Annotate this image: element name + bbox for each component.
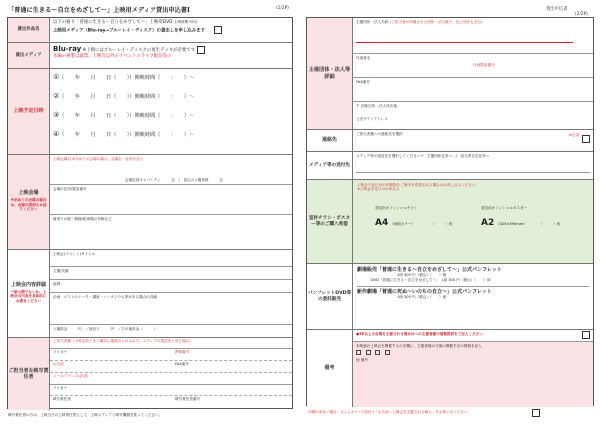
contact-header-box [50, 338, 292, 349]
option-checkbox[interactable] [375, 350, 380, 355]
projection-field[interactable] [50, 396, 292, 408]
work-cell [50, 18, 292, 42]
schedule-text: （ 年 月 日（ ））開映時間（ ： ）～ [59, 132, 195, 138]
work-label: 貸出作品名 [8, 18, 50, 42]
work-line2: 上映用メディア（Blu-ray→ブルーレイ・ディスク）の貸出しを申し込みます [53, 28, 205, 33]
contact-name-field[interactable] [50, 361, 292, 373]
flyer-name: 普及用オフィシャルチラシ [375, 206, 418, 210]
flyer-size: A4 [375, 218, 389, 228]
contact-tel-label: 携帯番号 [175, 350, 190, 354]
org-rep-field[interactable] [353, 54, 593, 78]
footer-checkbox[interactable] [532, 409, 540, 417]
media-note: ※上映にはブルーレイ・ディスクの再生デッキが必要です [82, 48, 196, 53]
promo-row [307, 180, 593, 264]
venue-address-field[interactable] [50, 185, 292, 215]
pamphlet-label: パンフレットDVD等の委託販売 [307, 264, 353, 329]
schedule-num: ③ [53, 111, 60, 119]
flyer-qty[interactable]: （ ）枚 [431, 222, 453, 226]
contact-name-label: お名前 [53, 362, 64, 366]
remarks-row [307, 330, 593, 407]
contact-email-field[interactable] [50, 373, 292, 385]
page2-footer: 印刷出来ない場合、さらに2ページ送付→「お名前＝上映会を主催される個人」をお知らせください。 [308, 410, 472, 414]
pamphlet-item3-unit: 冊 [442, 295, 447, 300]
content-note: 一般公開でないか、上映会の内容を具体的にお書きください [10, 289, 47, 303]
content-row [8, 250, 292, 338]
projection-kana-label: フリガナ [53, 386, 68, 390]
ticket-field[interactable] [50, 325, 292, 337]
venue-label: 上映会場 [18, 190, 39, 197]
kana-label: フリガナ [53, 350, 68, 354]
remarks-checkbox[interactable] [582, 331, 590, 339]
promo-intro: 上映会で宣伝用の印刷物をご使用を希望される場合はお申し込みください [357, 183, 476, 187]
application-table [7, 17, 293, 409]
schedule-text: （ 年 月 日（ ））開映時間（ ： ）～ [59, 113, 195, 119]
remarks-options[interactable] [356, 350, 590, 355]
media-checkbox[interactable] [197, 46, 205, 54]
event-title-label: 上映会(イベント)タイトル [53, 252, 96, 256]
option-checkbox[interactable] [385, 350, 390, 355]
shipping-line: メディア等の発送先を選択してください→ 主催団体住所へ / 担当者自宅住所へ [356, 154, 490, 158]
page-2 [300, 0, 600, 426]
schedule-line[interactable] [53, 73, 289, 92]
promo-cell [353, 180, 593, 263]
organizer-row [307, 18, 593, 130]
content-label-box [8, 250, 50, 337]
contact2-required: ※必須 [568, 133, 579, 137]
schedule-num: ④ [53, 130, 60, 138]
schedule-cell [50, 69, 292, 154]
org-address-field[interactable] [353, 102, 593, 128]
venue-access-field[interactable] [50, 215, 292, 248]
schedule-line[interactable] [53, 111, 289, 130]
poster-count: 枚 [556, 222, 561, 226]
option-checkbox[interactable] [366, 350, 371, 355]
venue-row [8, 155, 292, 250]
org-fax-label: FAX番号 [356, 80, 370, 84]
shipping-row [307, 152, 593, 180]
projection-tel-label: 映写責任者番号 [175, 397, 201, 401]
venue-address-label: 会場の住所/電話番号 [53, 187, 87, 191]
contact-kana-field[interactable] [50, 349, 292, 361]
poster-unit: （420×594mm） [496, 222, 527, 226]
organizer-field[interactable] [50, 267, 292, 280]
pamphlet-cell [353, 264, 593, 329]
shipping-label: メディア等の送付先 [307, 152, 353, 179]
flyer-count: 枚 [448, 222, 453, 226]
pamphlet-item1-unit: 冊 [442, 273, 447, 278]
organizer-cell [353, 18, 593, 129]
pamphlet-item3-title: 新作劇場「普通に死ぬ～いのちの自立～」公式パンフレット [357, 286, 589, 295]
media-warning: 本編の複製は厳禁。上映会以外のイベントのライブ配信等の [53, 53, 172, 59]
schedule-label: 上映予定日時 [8, 69, 50, 154]
org-addr-label: 団体住所・法人所在地 [361, 104, 397, 108]
content-label: 上映会内容詳細 [10, 281, 46, 288]
program-label: 企画：ゲストのトーク・講演・シンポジウム等がある場合の詳細 [53, 295, 157, 299]
flyer-unit: （両面カラー） [390, 222, 416, 226]
work-checkbox[interactable] [214, 26, 222, 34]
contact-fax-label: FAX番号 [175, 362, 189, 366]
contact2-label: 連絡先 [307, 130, 353, 151]
projection-label: 映写責任者 [53, 397, 71, 401]
page2-table [306, 17, 594, 406]
contact2-line: ご担当者様への連絡先を選択 [356, 132, 403, 136]
schedule-line[interactable] [53, 130, 289, 149]
schedule-line[interactable] [53, 92, 289, 111]
pamphlet-item1[interactable]: 1冊 300 円（税込）（ ）冊 [397, 273, 447, 278]
supporter-label: 協賛 [53, 282, 61, 286]
org-name-label: 主催団体・法人名称 [356, 20, 389, 24]
venue-note: ※初めての会場の場合は、会場の図面もお送りください [10, 198, 47, 212]
org-name-line [356, 42, 573, 43]
pamphlet-item3[interactable]: 1冊 300 円（税込）（ ）冊 [397, 295, 447, 300]
page2-label: 貸出申込書 [546, 7, 568, 12]
contact-header: ご担当者様（上映会終了まで確実に連絡のとれるお方。メディアの発送先と同じ場合） [53, 339, 193, 343]
event-title-field[interactable] [50, 250, 292, 267]
work-row [8, 18, 292, 43]
remarks-notice-box [353, 330, 593, 342]
work-line1: 以下の通り「普通に生きる～自立をめざして～」上映用DVD [53, 20, 173, 25]
org-name-field[interactable] [353, 18, 593, 54]
pamphlet-item2[interactable]: DVD「普通に生きる～自立をめざして～」 1部 300 円（税込）（ ）部 [371, 277, 491, 282]
poster-qty[interactable]: （ ）枚 [539, 222, 561, 226]
org-name-note: (ご担当者が所属される団体・法人様で、社に所在も含む) [389, 20, 483, 24]
venue-name-label: 上映会場名 ※初めての会場の場合、会場名・住所を記入 [53, 157, 144, 161]
schedule-row [8, 69, 292, 155]
contact2-row [307, 130, 593, 152]
remarks-label: 備考 [307, 330, 353, 407]
venue-name-field[interactable] [50, 155, 292, 185]
bluray-label: Blu-ray [53, 45, 82, 53]
media-cell [50, 43, 292, 68]
media-row [8, 43, 292, 69]
pamphlet-item1-title: 劇場販売「普通に生きる～自立をめざして～」公式パンフレット [357, 267, 502, 273]
org-fax-field[interactable] [353, 78, 593, 102]
schedule-text: （ 年 月 日（ ））開映時間（ ： ）～ [59, 94, 195, 100]
venue-capacity: 会場定員キャパシティ 名 / 見込み入場者数 名 [125, 177, 223, 182]
ticket-label: 入場料金 円 ／前売り 円 ／その他料金（ ） [53, 327, 158, 331]
page-number: (1/2P) [276, 6, 289, 11]
contact-cell [50, 338, 292, 410]
organizer-label: 主催団体・法人等詳細 [307, 18, 353, 129]
remarks-other: 他 備考 [356, 358, 368, 363]
contact-row [8, 338, 292, 410]
poster-size: A2 [481, 218, 495, 228]
footer-note: 映写責任者の方は、上映当日の上映責任者として、上映メディアと映写機器を扱ってください。 [8, 413, 163, 417]
org-url-label: 公式サイトアドレス [356, 117, 388, 121]
pamphlet-item2-title: DVD「普通に生きる～自立をめざして～」 [371, 277, 441, 282]
projection-kana-field[interactable] [50, 385, 292, 396]
org-tel-label: 代表電話番号 [473, 63, 495, 67]
remarks-cell [353, 330, 593, 407]
pamphlet-row [307, 264, 593, 330]
pamphlet-item2-price: 1部 300 円（税込） [441, 277, 475, 282]
organizer-label: 主催/共催 [53, 269, 69, 273]
pamphlet-item3-price: 1冊 300 円（税込） [397, 295, 430, 300]
contact-label: ご担当者＆映写責任者 [8, 338, 50, 410]
schedule-text: （ 年 月 日（ ））開映時間（ ： ）～ [59, 75, 195, 81]
venue-cell [50, 155, 292, 249]
promo-label: 宣材チラシ・ポスター等のご購入希望 [307, 180, 353, 263]
org-zip-label: 〒 [356, 104, 360, 108]
page2-number: (2/2P) [575, 12, 588, 17]
media-label: 貸出メディア [8, 43, 50, 68]
poster-name: 普及用オフィシャルポスター [481, 206, 528, 210]
pamphlet-item1-price: 1冊 300 円（税込） [397, 273, 430, 278]
pamphlet-item2-unit: 部 [486, 277, 491, 282]
remarks-body: 本映画の上映会を開催するのを機に、主催者様の今後の開催予定の情報を記入 [356, 344, 482, 348]
schedule-num: ① [53, 73, 60, 81]
program-field[interactable] [50, 293, 292, 325]
venue-access-label: 最寄りの駅・路線/駐車場の有無など [53, 217, 112, 221]
org-rep-label: 代表者名 [356, 56, 371, 60]
shipping-cell[interactable] [353, 152, 593, 179]
contact-email-label: メールアドレス(必須) [53, 374, 88, 378]
form-title: 「普通に生きる～自立をめざして～」上映用メディア貸出申込書Ⅰ [8, 7, 190, 14]
option-checkbox[interactable] [356, 350, 361, 355]
schedule-num: ② [53, 92, 60, 100]
contact2-cell[interactable] [353, 130, 593, 151]
promo-note: ※上映会予定日のの申込み [357, 187, 400, 192]
venue-label-box [8, 155, 50, 249]
content-cell [50, 250, 292, 337]
remarks-notice: ●3P以上の会場を主催される場合はへの主催者様の情報提供をご記入ください [356, 332, 483, 336]
remarks-body-field[interactable] [353, 342, 593, 365]
runtime: 上映時間 93分 [173, 20, 198, 24]
contact2-checkbox[interactable] [582, 135, 590, 143]
shipping-line-rule [356, 172, 590, 173]
supporter-field[interactable] [50, 280, 292, 293]
